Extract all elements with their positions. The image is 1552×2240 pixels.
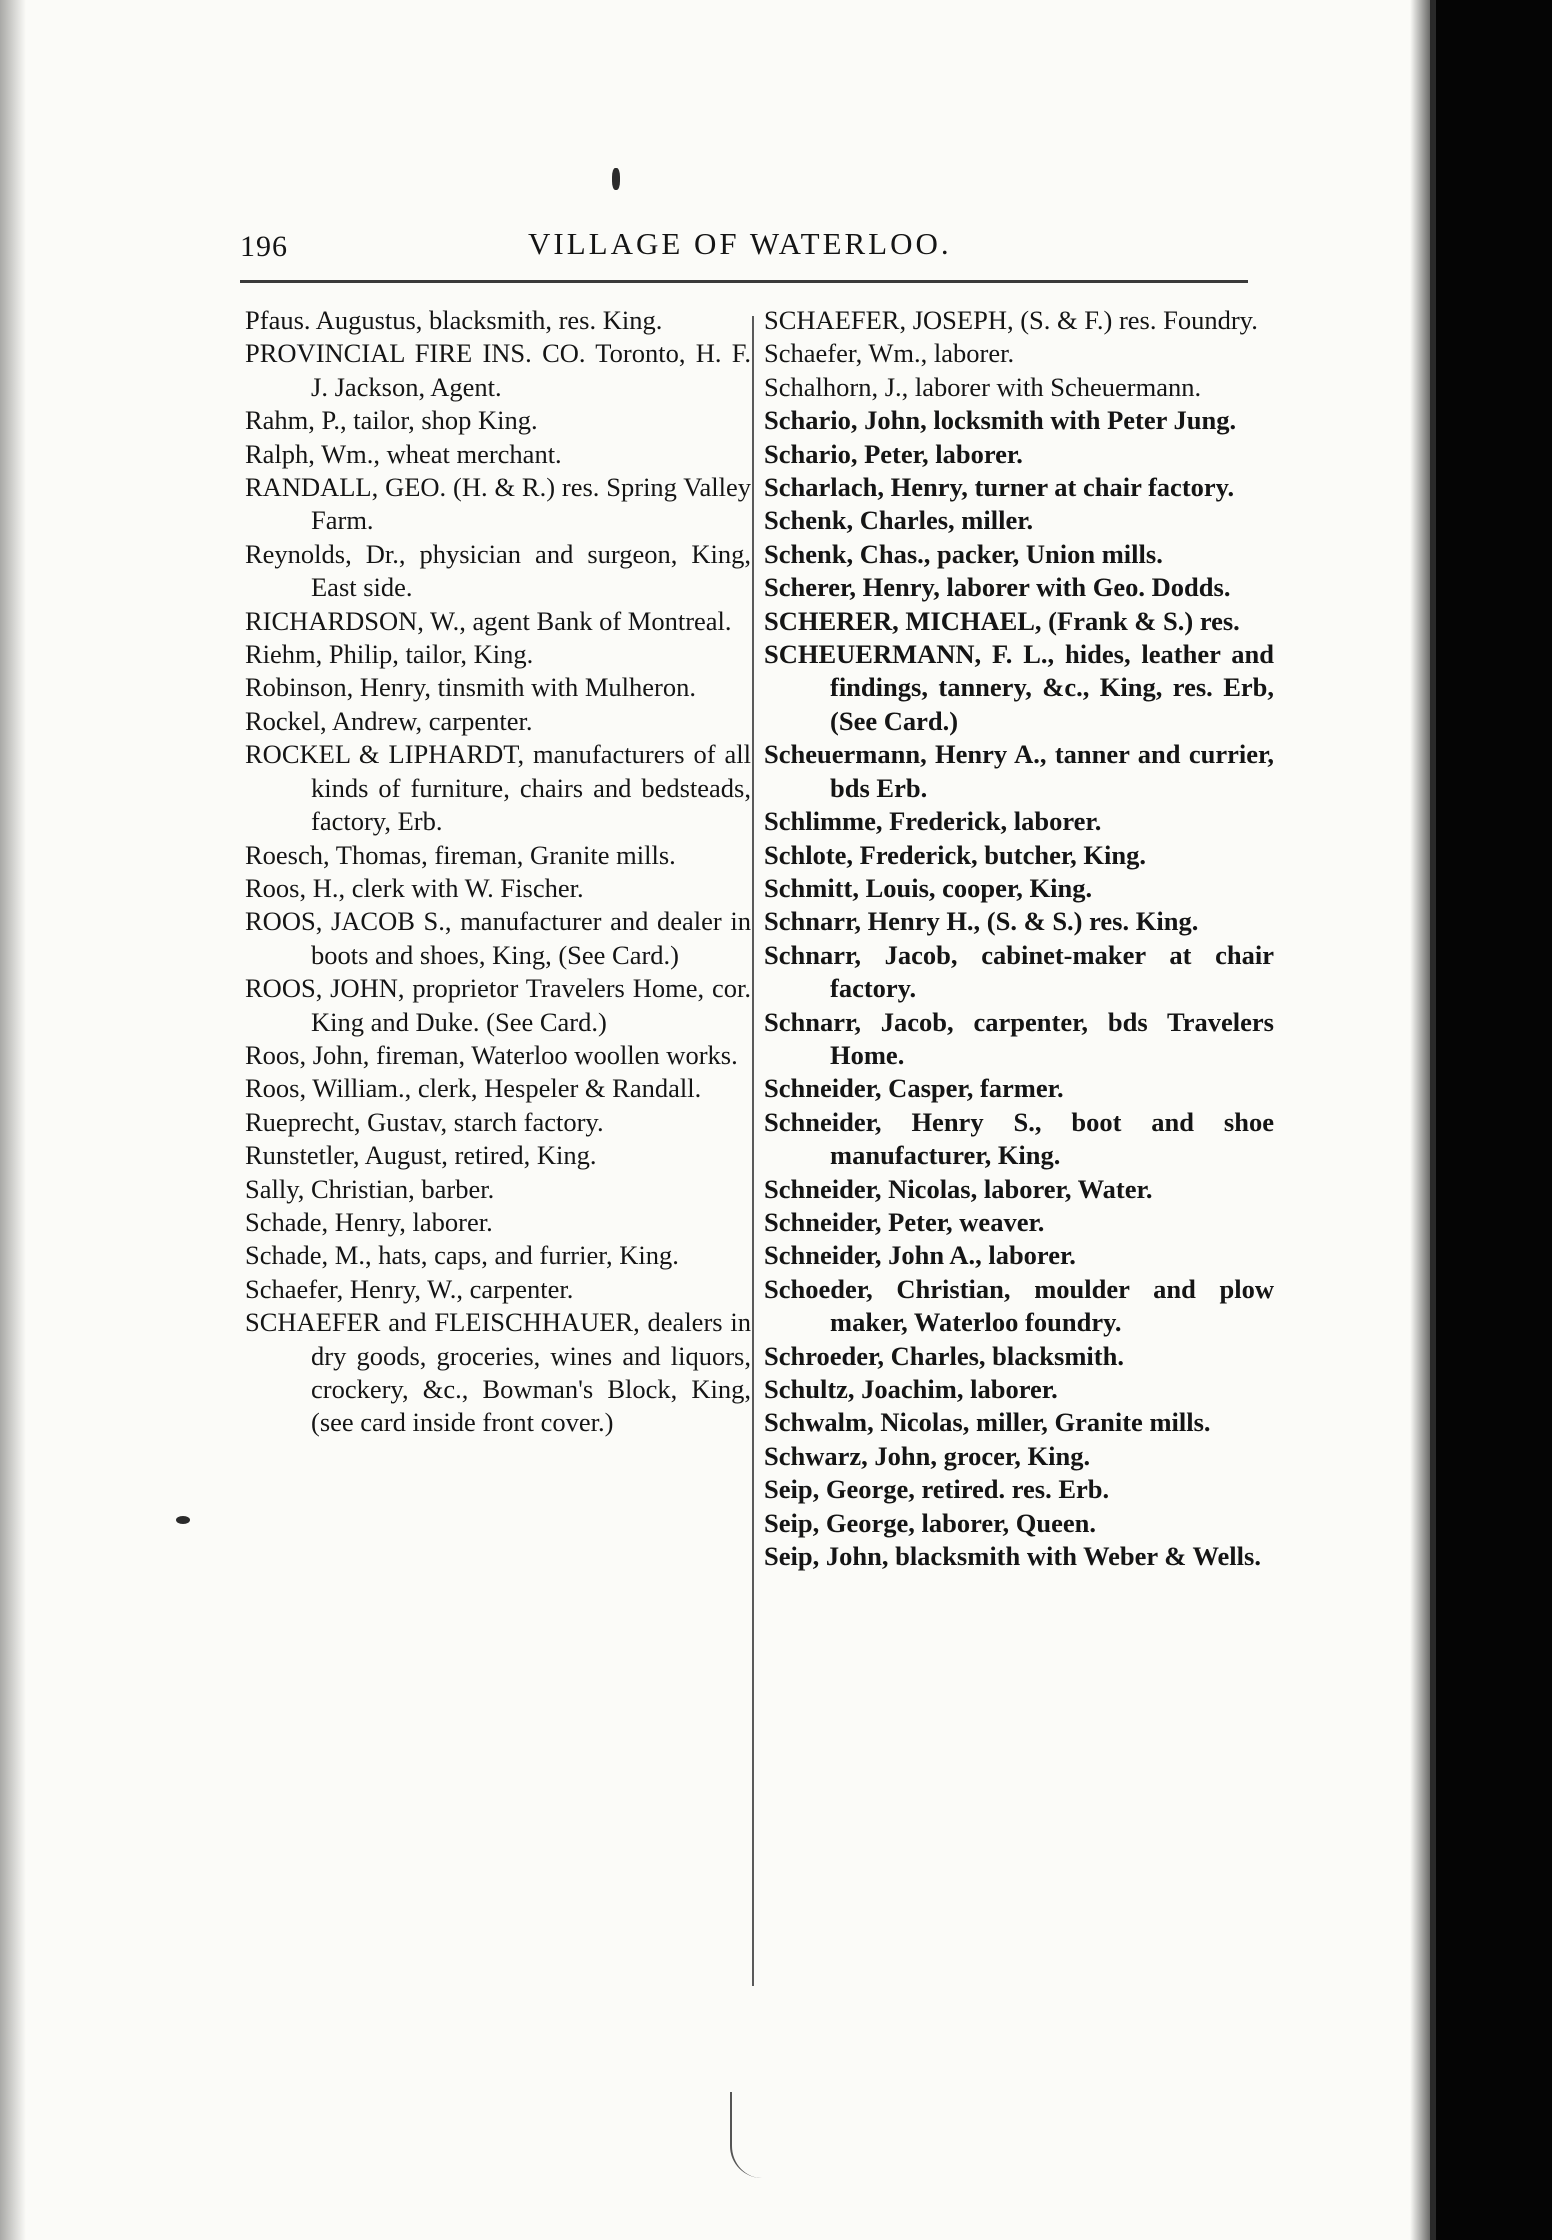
directory-entry: Robinson, Henry, tinsmith with Mulheron. bbox=[245, 672, 696, 703]
page-number: 196 bbox=[240, 230, 288, 263]
directory-entry: Roesch, Thomas, fireman, Granite mills. bbox=[245, 839, 676, 870]
directory-entry: Schade, M., hats, caps, and furrier, King. bbox=[245, 1240, 679, 1271]
directory-entry: Schneider, Peter, weaver. bbox=[764, 1206, 1045, 1237]
right-column bbox=[764, 304, 1274, 1573]
column-divider bbox=[752, 316, 754, 1986]
pencil-stroke bbox=[730, 2092, 762, 2178]
directory-entry: Schlimme, Frederick, laborer. bbox=[764, 806, 1102, 837]
directory-entry: Seip, John, blacksmith with Weber & Wells. bbox=[764, 1541, 1261, 1572]
directory-entry: Schwarz, John, grocer, King. bbox=[764, 1440, 1091, 1471]
directory-entry: Scherer, Henry, laborer with Geo. Dodds. bbox=[764, 572, 1231, 603]
directory-entry: Schlote, Frederick, butcher, King. bbox=[764, 839, 1147, 870]
directory-entry: RICHARDSON, W., agent Bank of Montreal. bbox=[245, 605, 732, 636]
page-edge-shadow bbox=[1410, 0, 1430, 2240]
directory-entry: Schnarr, Jacob, carpenter, bds Travelers Home. bbox=[764, 1006, 1274, 1070]
directory-entry: RANDALL, GEO. (H. & R.) res. Spring Valley Farm. bbox=[245, 472, 751, 536]
header-rule bbox=[240, 280, 1248, 283]
directory-entry: Schenk, Chas., packer, Union mills. bbox=[764, 538, 1163, 569]
running-title: VILLAGE OF WATERLOO. bbox=[528, 226, 952, 261]
binding-edge bbox=[1430, 0, 1436, 2240]
directory-entry: Schroeder, Charles, blacksmith. bbox=[764, 1340, 1124, 1371]
directory-entry: PROVINCIAL FIRE INS. CO. Toronto, H. F. J. Jackson, Agent. bbox=[245, 338, 751, 402]
directory-entry: Schneider, Casper, farmer. bbox=[764, 1073, 1064, 1104]
left-column bbox=[245, 304, 751, 1440]
directory-entry: Seip, George, laborer, Queen. bbox=[764, 1507, 1096, 1538]
directory-entry: Scharlach, Henry, turner at chair factory. bbox=[764, 472, 1235, 503]
directory-entry: ROOS, JACOB S., manufacturer and dealer in boots and shoes, King, (See Card.) bbox=[245, 906, 751, 970]
directory-entry: Roos, H., clerk with W. Fischer. bbox=[245, 872, 584, 903]
directory-entry: Seip, George, retired. res. Erb. bbox=[764, 1474, 1110, 1505]
directory-entry: SCHEUERMANN, F. L., hides, leather and findings, tannery, &c., King, res. Erb, (See Card.) bbox=[764, 639, 1274, 736]
directory-entry: Schneider, Nicolas, laborer, Water. bbox=[764, 1173, 1153, 1204]
directory-entry: Schnarr, Jacob, cabinet-maker at chair factory. bbox=[764, 939, 1274, 1004]
directory-entry: Reynolds, Dr., physician and surgeon, King, East side. bbox=[245, 538, 751, 603]
directory-entry: Runstetler, August, retired, King. bbox=[245, 1140, 597, 1171]
directory-entry: Roos, John, fireman, Waterloo woollen works. bbox=[245, 1039, 738, 1070]
directory-entry: Rueprecht, Gustav, starch factory. bbox=[245, 1106, 604, 1137]
book-binding bbox=[1430, 0, 1552, 2240]
directory-entry: Schalhorn, J., laborer with Scheuermann. bbox=[764, 371, 1202, 402]
ink-mark bbox=[612, 168, 620, 190]
directory-entry: Sally, Christian, barber. bbox=[245, 1173, 495, 1204]
directory-entry: Schade, Henry, laborer. bbox=[245, 1206, 493, 1237]
directory-entry: Pfaus. Augustus, blacksmith, res. King. bbox=[245, 305, 663, 335]
directory-entry: Schario, John, locksmith with Peter Jung. bbox=[764, 405, 1237, 436]
ink-speck bbox=[176, 1516, 190, 1524]
directory-entry: Riehm, Philip, tailor, King. bbox=[245, 639, 534, 670]
directory-entry: Schenk, Charles, miller. bbox=[764, 505, 1034, 536]
directory-entry: ROCKEL & LIPHARDT, manufacturers of all kinds of furniture, chairs and bedsteads, factory, Erb. bbox=[245, 739, 751, 837]
directory-entry: Schneider, John A., laborer. bbox=[764, 1240, 1076, 1271]
directory-entry: Schmitt, Louis, cooper, King. bbox=[764, 872, 1093, 903]
directory-entry: Schoeder, Christian, moulder and plow maker, Waterloo foundry. bbox=[764, 1273, 1274, 1338]
directory-entry: Schneider, Henry S., boot and shoe manufacturer, King. bbox=[764, 1106, 1274, 1171]
directory-entry: Rockel, Andrew, carpenter. bbox=[245, 705, 533, 736]
directory-entry: Scheuermann, Henry A., tanner and currier, bds Erb. bbox=[764, 739, 1274, 803]
directory-entry: Schaefer, Henry, W., carpenter. bbox=[245, 1273, 574, 1304]
directory-entry: SCHAEFER, JOSEPH, (S. & F.) res. Foundry. bbox=[764, 305, 1258, 335]
directory-entry: Roos, William., clerk, Hespeler & Randall. bbox=[245, 1073, 702, 1104]
directory-entry: SCHAEFER and FLEISCHHAUER, dealers in dry goods, groceries, wines and liquors, crockery, &c., Bowman's Block, King, (see card inside front cover.) bbox=[245, 1307, 751, 1438]
directory-entry: Ralph, Wm., wheat merchant. bbox=[245, 438, 562, 469]
directory-entry: Schnarr, Henry H., (S. & S.) res. King. bbox=[764, 906, 1199, 937]
directory-entry: Schultz, Joachim, laborer. bbox=[764, 1374, 1058, 1404]
directory-entry: ROOS, JOHN, proprietor Travelers Home, cor. King and Duke. (See Card.) bbox=[245, 973, 751, 1037]
directory-entry: Schwalm, Nicolas, miller, Granite mills. bbox=[764, 1407, 1211, 1438]
directory-entry: Schario, Peter, laborer. bbox=[764, 438, 1023, 469]
directory-entry: Schaefer, Wm., laborer. bbox=[764, 338, 1015, 369]
directory-entry: Rahm, P., tailor, shop King. bbox=[245, 405, 538, 436]
directory-entry: SCHERER, MICHAEL, (Frank & S.) res. bbox=[764, 605, 1240, 636]
